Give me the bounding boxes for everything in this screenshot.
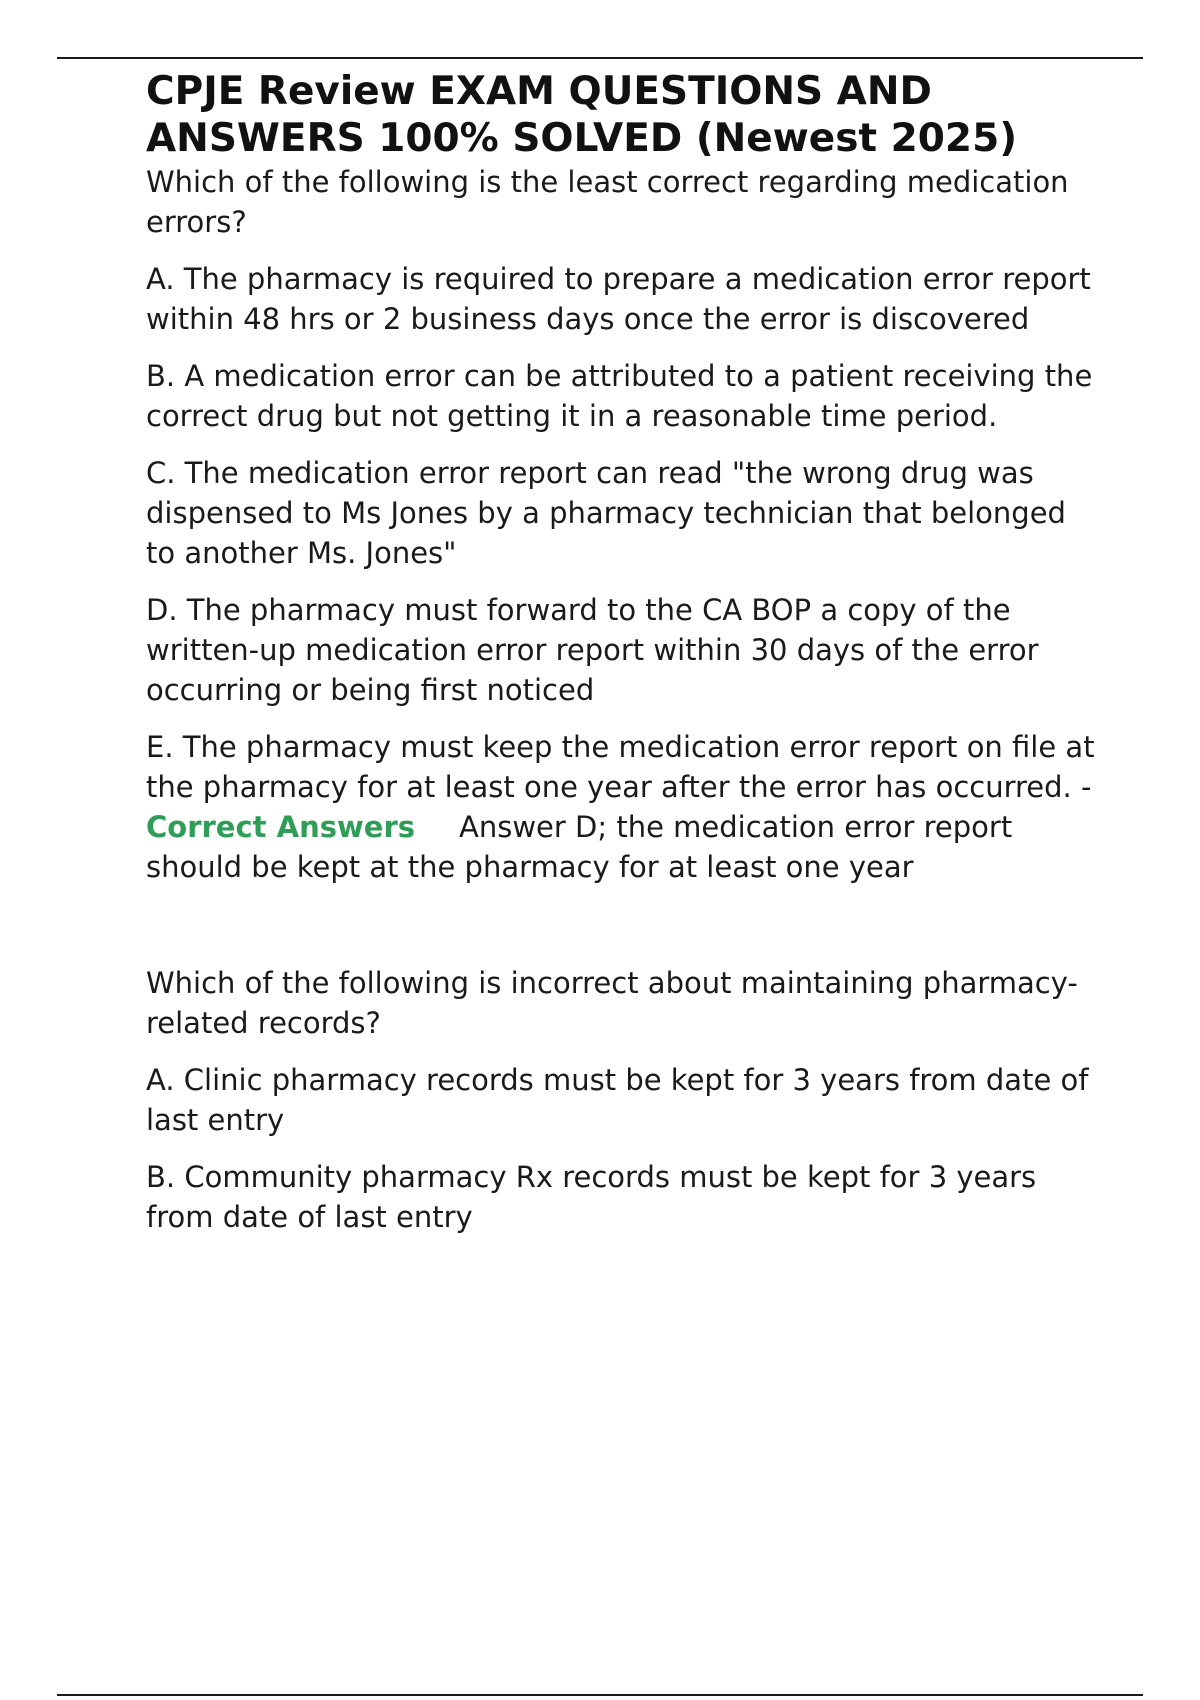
document-title: CPJE Review EXAM QUESTIONS AND ANSWERS 100% SOLVED (Newest 2025) — [146, 69, 1018, 161]
question-block-2 — [146, 963, 1096, 1237]
question-2-option-b: B. Community pharmacy Rx records must be kept for 3 years from date of last entry — [146, 1160, 1037, 1234]
top-rule — [57, 57, 1143, 59]
question-2-prompt: Which of the following is incorrect about maintaining pharmacy-related records? — [146, 966, 1078, 1040]
question-1-prompt: Which of the following is the least correct regarding medication errors? — [146, 165, 1069, 239]
question-1-option-c: C. The medication error report can read "the wrong drug was dispensed to Ms Jones by a pharmacy technician that belonged to another Ms. Jones" — [146, 456, 1066, 570]
question-1-option-d: D. The pharmacy must forward to the CA BOP a copy of the written-up medication error report within 30 days of the error occurring or being first noticed — [146, 593, 1039, 707]
question-block-1 — [146, 162, 1096, 887]
question-1-answer: Answer D; the medication error report should be kept at the pharmacy for at least one year — [146, 810, 1013, 884]
question-1-option-e-with-answer — [146, 727, 1096, 887]
question-1-option-b: B. A medication error can be attributed to a patient receiving the correct drug but not getting it in a reasonable time period. — [146, 359, 1093, 433]
correct-answers-label: Correct Answers — [146, 810, 416, 844]
question-1-option-e: E. The pharmacy must keep the medication error report on file at the pharmacy for at least one year after the error has occurred. - — [146, 730, 1095, 804]
question-2-option-a: A. Clinic pharmacy records must be kept for 3 years from date of last entry — [146, 1063, 1089, 1137]
bottom-rule — [57, 1694, 1143, 1696]
document-body — [146, 68, 1096, 1237]
question-1-option-a: A. The pharmacy is required to prepare a medication error report within 48 hrs or 2 business days once the error is discovered — [146, 262, 1091, 336]
